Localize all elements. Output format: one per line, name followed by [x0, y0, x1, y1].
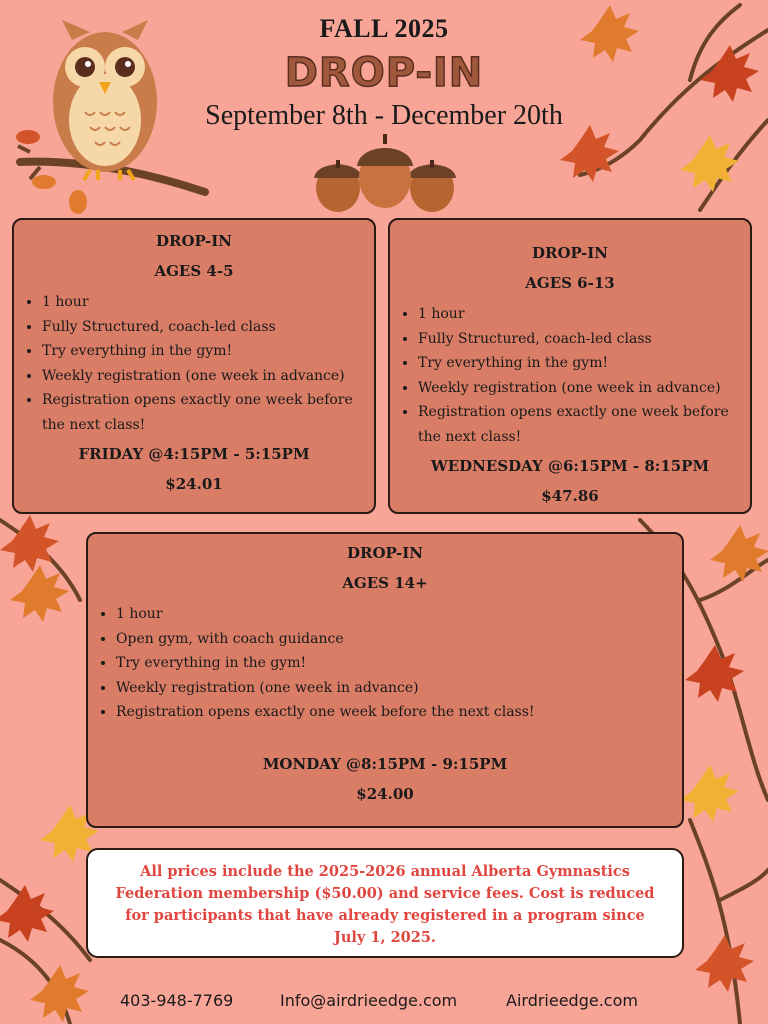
list-item: • Try everything in the gym!: [116, 651, 682, 676]
card-title: DROP-IN: [532, 244, 608, 262]
program-card-ages-4-5: [12, 218, 376, 514]
pricing-notice: All prices include the 2025-2026 annual Alberta Gymnastics Federation membership ($50.00) and service fees. Cost is reduced for participants that have already registered in a program since July 1, 2025.: [86, 848, 684, 958]
list-item: • Try everything in the gym!: [418, 351, 750, 376]
list-item: • Weekly registration (one week in advance): [42, 364, 374, 389]
card-schedule: MONDAY @8:15PM - 9:15PM: [262, 754, 508, 773]
card-schedule: FRIDAY @4:15PM - 5:15PM: [78, 445, 310, 463]
date-range: September 8th - December 20th: [205, 100, 563, 131]
list-item: • 1 hour: [418, 302, 750, 327]
program-card-ages-6-13: [388, 218, 752, 514]
card-ages: AGES 14+: [342, 574, 428, 592]
list-item: • 1 hour: [42, 290, 374, 315]
card-bullets: [88, 602, 682, 725]
list-item: • Registration opens exactly one week before the next class!: [42, 388, 374, 437]
card-price: $47.86: [541, 487, 599, 505]
list-item: • Fully Structured, coach-led class: [418, 327, 750, 352]
list-item: • Registration opens exactly one week before the next class!: [116, 700, 682, 725]
list-item: • Registration opens exactly one week before the next class!: [418, 400, 750, 449]
card-title: DROP-IN: [347, 544, 423, 562]
card-bullets: [390, 302, 750, 449]
list-item: • 1 hour: [116, 602, 682, 627]
phone-number[interactable]: 403-948-7769: [120, 991, 234, 1010]
list-item: • Weekly registration (one week in advance): [418, 376, 750, 401]
list-item: • Try everything in the gym!: [42, 339, 374, 364]
card-ages: AGES 6-13: [525, 274, 615, 292]
list-item: • Fully Structured, coach-led class: [42, 315, 374, 340]
website-link[interactable]: Airdrieedge.com: [506, 991, 638, 1010]
email-link[interactable]: Info@airdrieedge.com: [280, 991, 458, 1010]
card-price: $24.01: [165, 475, 223, 493]
card-price: $24.00: [356, 784, 414, 803]
list-item: • Open gym, with coach guidance: [116, 627, 682, 652]
program-title: DROP-IN: [284, 50, 484, 96]
card-title: DROP-IN: [156, 232, 232, 250]
list-item: • Weekly registration (one week in advance): [116, 676, 682, 701]
card-bullets: [14, 290, 374, 437]
card-schedule: WEDNESDAY @6:15PM - 8:15PM: [430, 457, 710, 475]
program-card-ages-14-plus: [86, 532, 684, 828]
season-title: FALL 2025: [319, 14, 449, 43]
card-ages: AGES 4-5: [154, 262, 234, 280]
acorn-icon: [310, 130, 460, 220]
